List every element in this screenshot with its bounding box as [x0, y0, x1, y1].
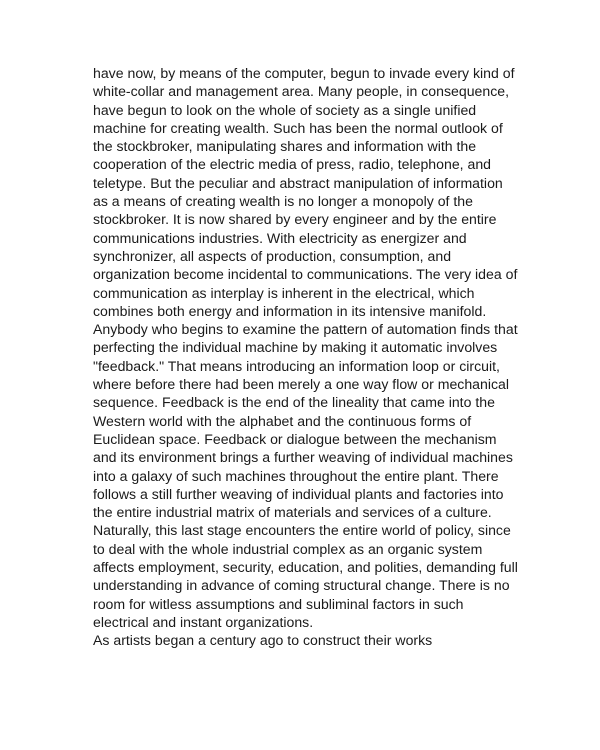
text-line: where before there had been merely a one way flow or mechanical [93, 376, 509, 393]
text-line: "feedback." That means introducing an information loop or circuit, [93, 357, 500, 374]
text-line: As artists began a century ago to construct their works [93, 632, 433, 649]
text-line: machine for creating wealth. Such has been the normal outlook of [93, 119, 503, 136]
text-line: Western world with the alphabet and the continuous forms of [93, 412, 472, 429]
text-line: have now, by means of the computer, begun to invade every kind of [93, 65, 515, 81]
text-line: to deal with the whole industrial complex as an organic system [93, 540, 483, 557]
body-text [93, 64, 523, 650]
text-line: and its environment brings a further weaving of individual machines [93, 449, 513, 466]
text-line: stockbroker. It is now shared by every engineer and by the entire [93, 211, 497, 228]
text-line: into a galaxy of such machines throughout the entire plant. There [93, 467, 499, 484]
text-line: the stockbroker, manipulating shares and information with the [93, 138, 477, 155]
text-line: room for witless assumptions and subliminal factors in such [93, 595, 464, 612]
text-line: communications industries. With electricity as energizer and [93, 229, 467, 246]
text-line: have begun to look on the whole of society as a single unified [93, 101, 477, 118]
text-line: teletype. But the peculiar and abstract manipulation of information [93, 174, 503, 191]
text-line: synchronizer, all aspects of production, consumption, and [93, 247, 452, 264]
text-line: sequence. Feedback is the end of the lineality that came into the [93, 394, 495, 411]
text-line: follows a still further weaving of individual plants and factories into [93, 485, 504, 502]
text-line: Naturally, this last stage encounters the entire world of policy, since [93, 522, 511, 539]
text-line: perfecting the individual machine by making it automatic involves [93, 339, 498, 356]
text-line: communication as interplay is inherent in the electrical, which [93, 284, 475, 301]
text-line: as a means of creating wealth is no longer a monopoly of the [93, 193, 473, 210]
text-line: the entire industrial matrix of materials and services of a culture. [93, 504, 492, 521]
text-line: organization become incidental to communications. The very idea of [93, 266, 518, 283]
text-line: combines both energy and information in its intensive manifold. [93, 302, 487, 319]
text-line: Anybody who begins to examine the pattern of automation finds that [93, 321, 518, 338]
text-line: cooperation of the electric media of press, radio, telephone, and [93, 156, 492, 173]
text-line: electrical and instant organizations. [93, 613, 314, 630]
text-line: white-collar and management area. Many people, in consequence, [93, 83, 510, 100]
text-line: understanding in advance of coming structural change. There is no [93, 577, 510, 594]
text-line: affects employment, security, education, and polities, demanding full [93, 559, 518, 576]
text-line: Euclidean space. Feedback or dialogue between the mechanism [93, 430, 497, 447]
